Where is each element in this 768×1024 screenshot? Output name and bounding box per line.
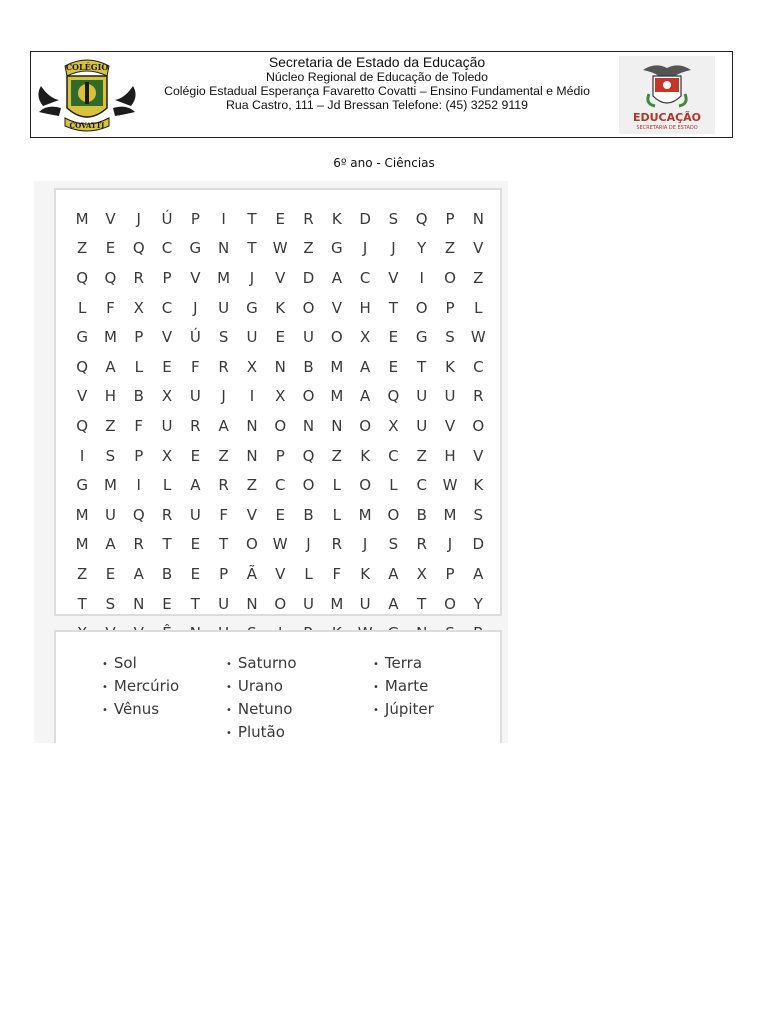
grid-cell: N [472,209,484,228]
grid-cell: L [134,357,143,376]
grid-cell: Z [303,239,314,258]
grid-cell: R [416,535,427,554]
grid-cell: D [302,268,315,287]
grid-cell: S [388,535,399,554]
grid-cell: J [362,535,368,554]
grid-cell: I [79,446,85,465]
grid-cell: V [473,239,484,258]
grid-cell: B [303,505,314,524]
word-label: Marte [384,677,429,695]
grid-cell: Q [76,357,89,376]
header-nucleo: Núcleo Regional de Educação de Toledo [266,70,488,85]
grid-cell: S [445,328,455,347]
grid-cell: C [359,268,371,287]
grid-cell: F [106,298,115,317]
grid-cell: T [388,298,398,317]
grid-cell: L [332,476,341,495]
grid-cell: A [331,268,342,287]
grid-cell: E [162,594,172,613]
grid-cell: C [388,446,399,465]
grid-cell: G [76,328,88,347]
grid-cell: U [189,505,201,524]
document-header [30,51,733,138]
subject-subtitle: 6º ano - Ciências [333,156,435,170]
grid-cell: P [190,209,200,228]
grid-cell: E [190,564,201,583]
page-blank-area [34,743,508,763]
grid-cell: C [416,476,427,495]
grid-cell: E [190,446,201,465]
grid-cell: O [302,298,315,317]
grid-cell: W [272,535,288,554]
grid-cell: R [161,505,173,524]
grid-cell: R [218,357,229,376]
grid-cell: V [161,328,173,347]
grid-cell: A [105,535,116,554]
grid-cell: J [221,387,226,406]
grid-cell: O [302,387,315,406]
header-text-block [141,54,613,113]
grid-cell: Z [416,446,427,465]
grid-cell: Z [105,416,116,435]
svg-text:EDUCAÇÃO: EDUCAÇÃO [632,111,702,124]
word-item [226,675,297,698]
grid-cell: A [133,564,144,583]
word-label: Terra [384,654,423,672]
grid-cell: E [105,239,116,258]
grid-cell: U [161,416,173,435]
grid-cell: W [442,476,458,495]
bullet-icon: • [226,728,232,739]
grid-cell: U [444,387,456,406]
grid-cell: M [75,505,89,524]
grid-cell: I [249,387,255,406]
grid-cell: B [133,387,144,406]
word-item [102,652,179,675]
grid-cell: X [275,387,286,406]
grid-cell: L [474,298,483,317]
bullet-icon: • [226,682,232,693]
word-item [373,698,434,721]
grid-cell: C [161,239,173,258]
bullet-icon: • [226,705,232,716]
grid-cell: V [331,298,342,317]
grid-cell: B [416,505,427,524]
grid-cell: P [134,446,144,465]
grid-cell: K [445,357,455,376]
grid-cell: A [190,476,201,495]
grid-cell: S [218,328,229,347]
grid-cell: H [444,446,456,465]
svg-text:COVATTI: COVATTI [69,121,105,130]
grid-cell: L [332,505,341,524]
grid-cell: Z [473,268,484,287]
word-column-1 [102,652,179,721]
svg-text:COLÉGIO: COLÉGIO [65,62,109,72]
grid-cell: Q [104,268,117,287]
grid-cell: F [191,357,200,376]
grid-cell: B [303,357,314,376]
grid-cell: U [246,328,258,347]
grid-cell: F [219,505,228,524]
word-label: Netuno [237,700,293,718]
word-item [226,652,297,675]
grid-cell: U [416,387,428,406]
grid-cell: E [162,357,172,376]
grid-cell: O [359,416,372,435]
grid-cell: U [218,594,230,613]
grid-cell: D [472,535,485,554]
grid-cell: N [246,594,258,613]
grid-cell: N [133,594,145,613]
grid-cell: A [388,564,399,583]
grid-cell: T [417,594,427,613]
school-crest-icon [35,56,139,136]
grid-cell: E [275,505,285,524]
grid-cell: K [473,476,484,495]
grid-cell: Q [132,239,145,258]
grid-cell: G [415,328,428,347]
word-label: Urano [237,677,283,695]
grid-cell: F [134,416,144,435]
grid-cell: E [275,328,285,347]
grid-cell: U [104,505,116,524]
word-label: Plutão [237,723,285,741]
grid-cell: W [272,239,288,258]
grid-cell: M [103,328,117,347]
grid-cell: C [161,298,173,317]
grid-cell: G [189,239,202,258]
grid-cell: V [275,564,286,583]
grid-cell: V [190,268,201,287]
grid-cell: Y [417,239,427,258]
grid-cell: Z [246,476,258,495]
grid-cell: V [473,446,484,465]
grid-cell: R [133,268,144,287]
grid-cell: L [389,476,398,495]
grid-cell: M [217,268,231,287]
grid-cell: K [331,209,342,228]
grid-cell: V [105,209,116,228]
grid-cell: R [218,476,229,495]
grid-cell: Ú [161,209,173,228]
grid-cell: P [134,328,144,347]
grid-cell: U [416,416,428,435]
word-label: Sol [113,654,137,672]
word-search-grid [54,188,502,616]
grid-cell: R [133,535,144,554]
grid-cell: J [306,535,311,554]
grid-cell: N [274,357,286,376]
grid-cell: I [419,268,424,287]
grid-cell: Q [132,505,145,524]
bullet-icon: • [373,682,379,693]
grid-cell: E [388,328,399,347]
grid-cell: N [246,416,258,435]
grid-cell: V [246,505,258,524]
grid-cell: L [77,298,87,317]
grid-cell: O [472,416,485,435]
grid-cell: Y [473,594,483,613]
grid-cell: E [388,357,399,376]
grid-cell: X [161,446,173,465]
grid-cell: Q [387,387,400,406]
grid-cell: I [221,209,226,228]
grid-cell: M [358,505,372,524]
bullet-icon: • [102,705,108,716]
grid-cell: S [388,209,399,228]
grid-cell: C [274,476,286,495]
word-list [54,630,502,750]
grid-cell: R [303,209,314,228]
grid-cell: T [247,209,257,228]
grid-cell: A [218,416,229,435]
grid-cell: O [274,416,287,435]
grid-cell: O [359,476,372,495]
grid-cell: J [362,239,368,258]
grid-cell: K [360,446,371,465]
word-item [226,698,297,721]
grid-cell: U [189,387,201,406]
grid-cell: E [190,535,201,554]
grid-cell: N [331,416,343,435]
grid-cell: T [247,239,257,258]
grid-cell: O [246,535,258,554]
word-column-3 [373,652,434,721]
grid-cell: S [105,594,116,613]
word-column-2 [226,652,297,744]
grid-cell: G [76,476,88,495]
grid-cell: J [136,209,141,228]
grid-cell: H [359,298,371,317]
grid-cell: P [445,298,455,317]
grid-cell: R [190,416,201,435]
grid-cell: V [444,416,456,435]
grid-cell: M [443,505,457,524]
grid-cell: L [304,564,313,583]
grid-cell: N [218,239,230,258]
grid-cell: E [105,564,116,583]
header-address: Rua Castro, 111 – Jd Bressan Telefone: (45) 3252 9119 [226,98,528,113]
grid-cell: A [359,387,371,406]
grid-cell: R [331,535,343,554]
word-item [226,721,297,744]
grid-cell: U [303,594,315,613]
grid-cell: U [359,594,371,613]
grid-cell: M [330,387,344,406]
grid-cell: O [274,594,287,613]
grid-cell: T [162,535,172,554]
grid-cell: G [331,239,343,258]
grid-cell: O [444,594,456,613]
grid-cell: J [193,298,198,317]
grid-cell: N [302,416,315,435]
bullet-icon: • [102,659,108,670]
grid-cell: E [275,209,285,228]
grid-cell: Z [77,564,88,583]
grid-cell: J [447,535,453,554]
bullet-icon: • [373,659,379,670]
grid-cell: S [473,505,484,524]
header-colegio: Colégio Estadual Esperança Favaretto Covatti – Ensino Fundamental e Médio [164,84,590,99]
grid-cell: M [330,357,344,376]
grid-cell: S [105,446,116,465]
grid-cell: Z [444,239,456,258]
grid-cell: Z [331,446,342,465]
grid-cell: L [162,476,172,495]
grid-cell: A [359,357,371,376]
grid-cell: X [161,387,173,406]
grid-cell: H [104,387,117,406]
grid-cell: Q [302,446,315,465]
grid-cell: R [473,387,484,406]
grid-cell: J [249,268,255,287]
grid-cell: O [330,328,343,347]
grid-cell: X [416,564,427,583]
grid-cell: W [470,328,486,347]
grid-cell: P [445,564,455,583]
grid-cell: Q [76,268,89,287]
grid-cell: M [75,209,89,228]
grid-cell: X [133,298,144,317]
grid-cell: N [246,446,258,465]
grid-cell: U [303,328,315,347]
grid-cell: A [388,594,399,613]
grid-cell: C [473,357,484,376]
grid-cell: V [77,387,88,406]
grid-cell: P [162,268,172,287]
grid-cell: O [444,268,456,287]
grid-cell: X [359,328,371,347]
grid-cell: A [105,357,116,376]
word-label: Júpiter [384,700,434,718]
grid-cell: F [332,564,342,583]
grid-cell: O [387,505,400,524]
word-label: Vênus [113,700,160,718]
grid-cell: M [330,594,344,613]
grid-cell: P [445,209,455,228]
bullet-icon: • [226,659,232,670]
grid-cell: U [218,298,230,317]
grid-cell: O [415,298,428,317]
word-item [102,675,179,698]
word-item [102,698,179,721]
grid-cell: Q [76,416,89,435]
grid-cell: V [275,268,286,287]
parana-coat-of-arms-icon [619,56,715,134]
grid-cell: O [302,476,315,495]
grid-cell: K [360,564,371,583]
grid-cell: M [103,476,117,495]
grid-cell: A [473,564,484,583]
word-item [373,675,434,698]
grid-cell: M [75,535,89,554]
grid-cell: T [77,594,87,613]
grid-cell: V [388,268,399,287]
grid-cell: T [417,357,427,376]
grid-cell: X [388,416,399,435]
header-secretaria: Secretaria de Estado da Educação [268,54,486,70]
grid-cell: G [246,298,258,317]
bullet-icon: • [373,705,379,716]
grid-cell: Z [77,239,88,258]
grid-cell: Q [415,209,428,228]
word-label: Saturno [237,654,297,672]
grid-cell: P [219,564,229,583]
letter-grid [68,204,492,648]
grid-cell: T [219,535,229,554]
word-item [373,652,434,675]
grid-cell: I [136,476,141,495]
grid-cell: K [275,298,286,317]
word-label: Mercúrio [113,677,180,695]
grid-cell: J [391,239,396,258]
grid-cell: X [246,357,258,376]
bullet-icon: • [102,682,108,693]
grid-cell: T [190,594,200,613]
grid-cell: Z [218,446,229,465]
grid-cell: Ú [189,328,201,347]
grid-cell: B [161,564,173,583]
svg-text:SECRETARIA DE ESTADO: SECRETARIA DE ESTADO [636,125,698,131]
grid-cell: D [359,209,371,228]
grid-cell: Ã [246,564,258,583]
grid-cell: P [275,446,285,465]
